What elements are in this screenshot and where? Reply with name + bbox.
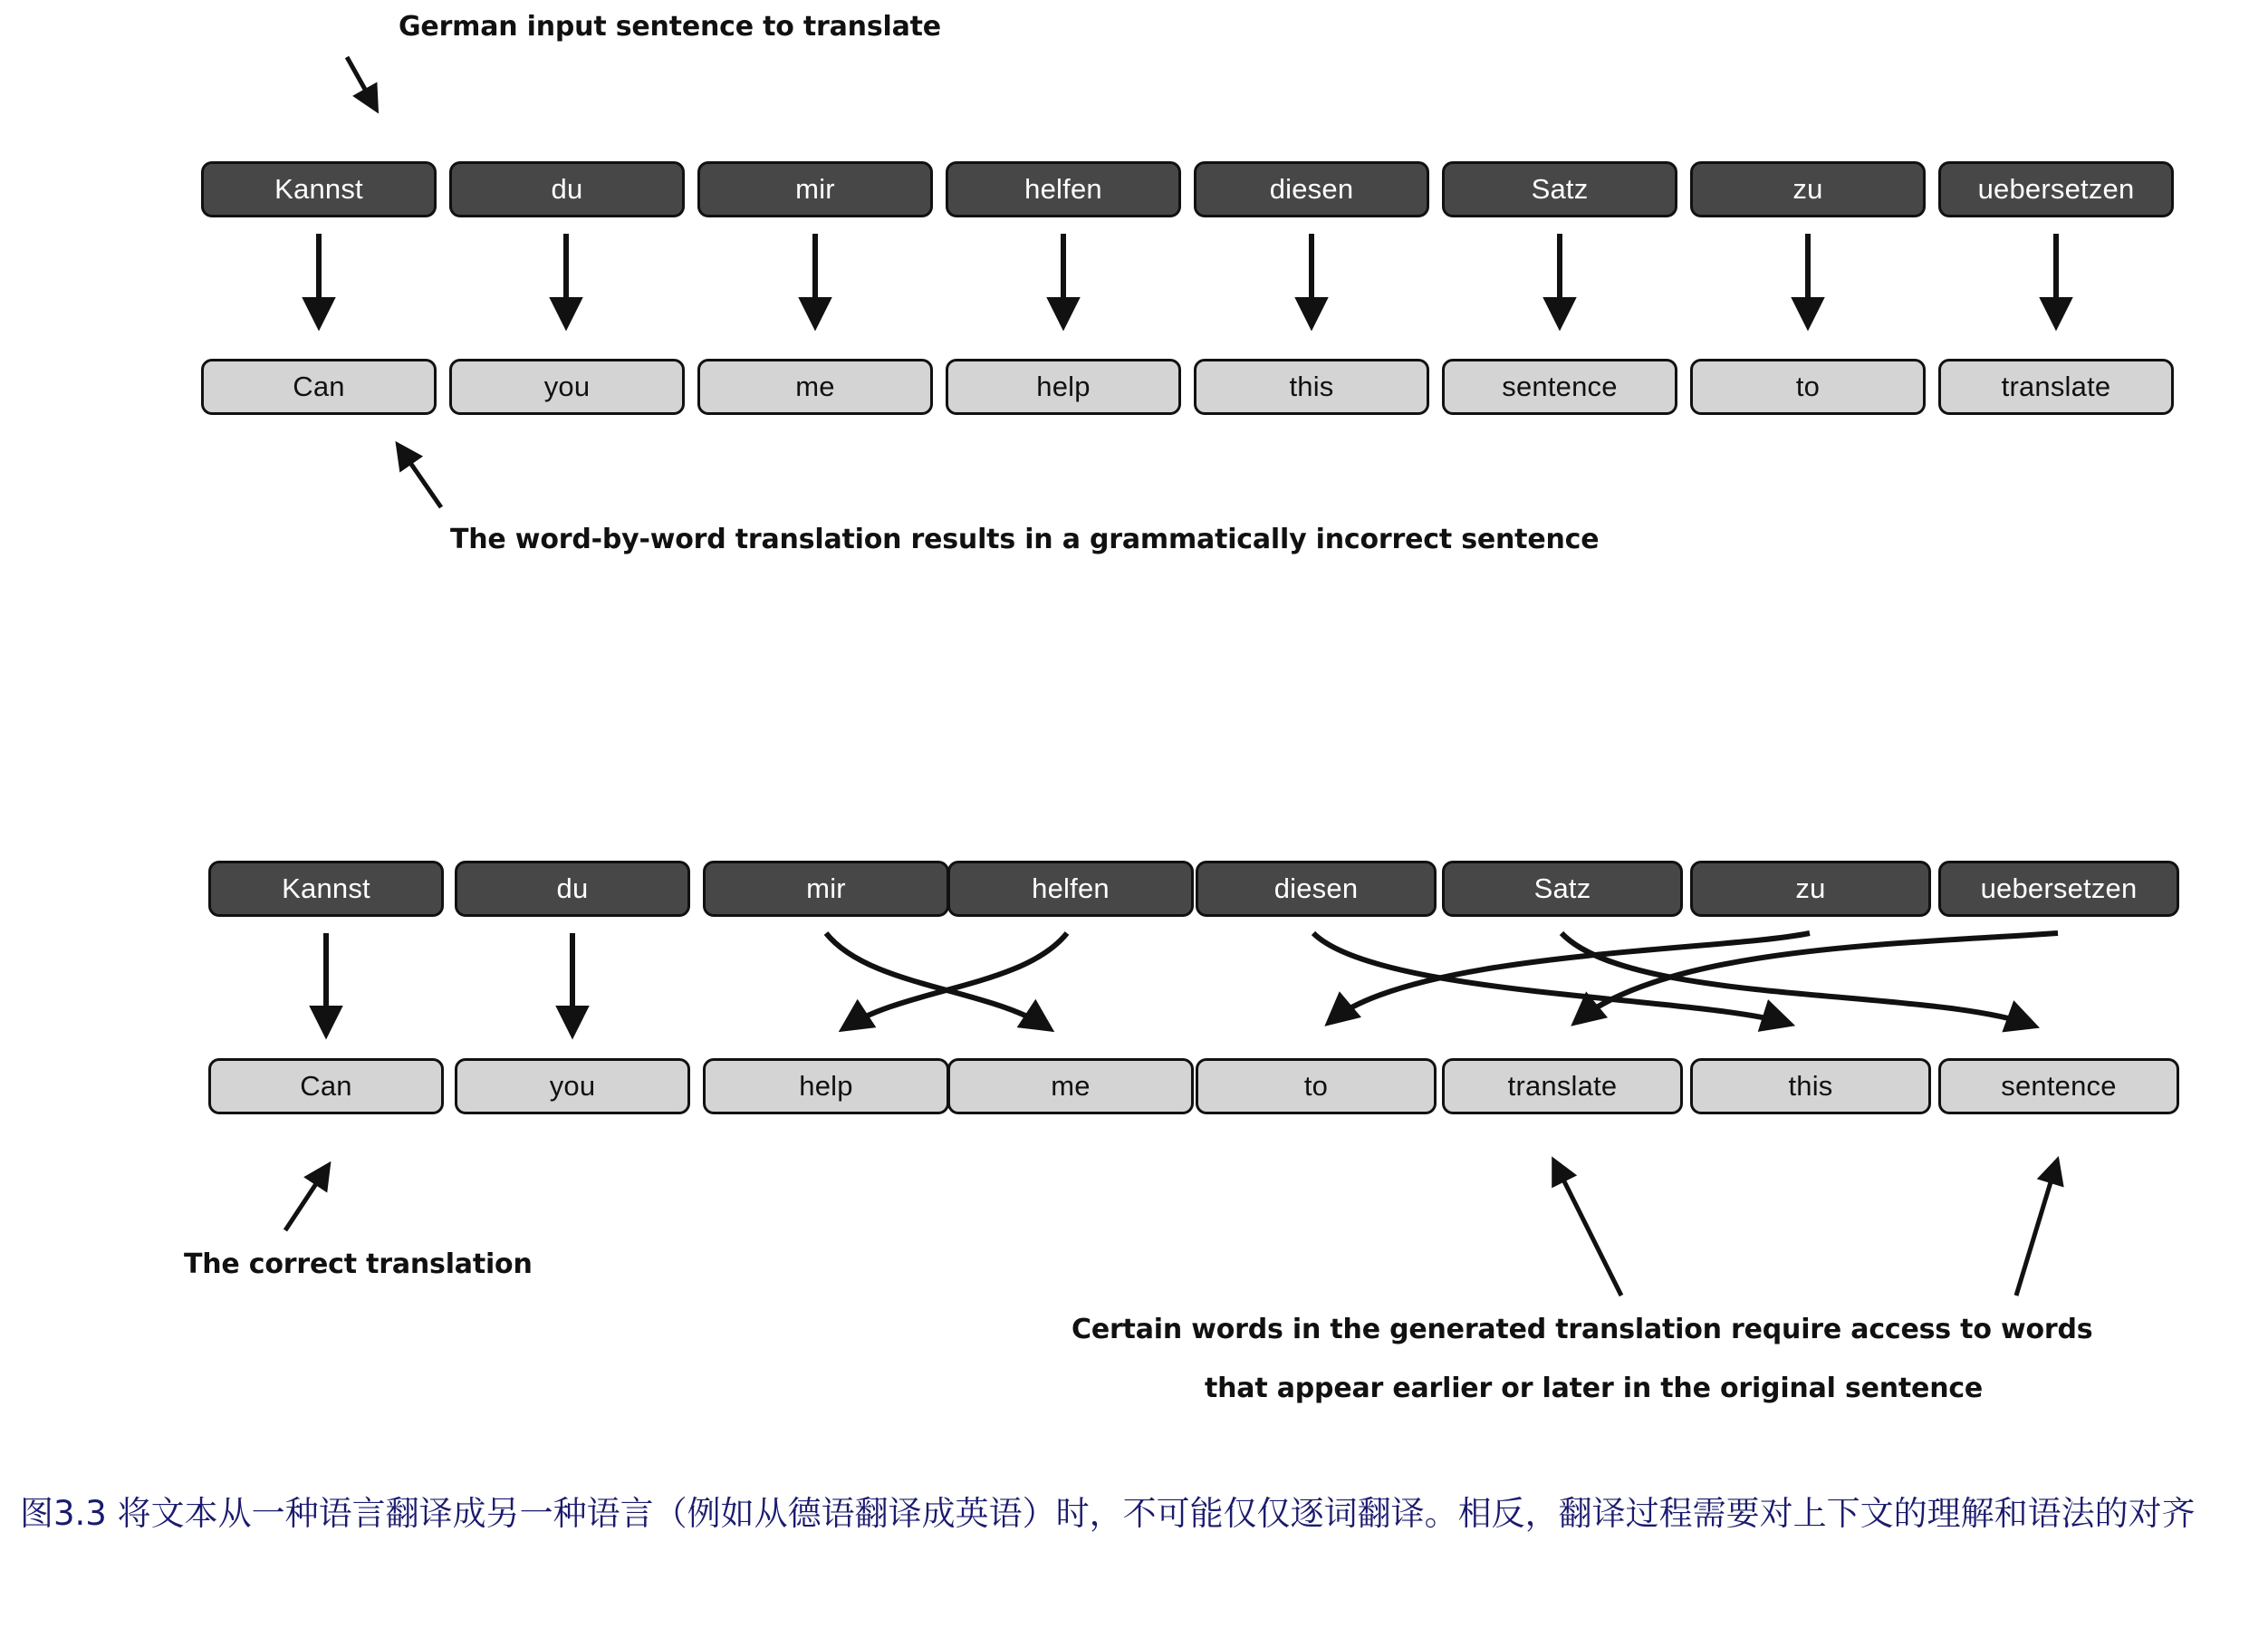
token-source-top-7[interactable]: uebersetzen bbox=[1938, 161, 2174, 217]
arrow-reorder-note-translate bbox=[1554, 1161, 1621, 1296]
token-target-bottom-3[interactable]: me bbox=[947, 1058, 1194, 1114]
annotation-reorder-line2: that appear earlier or later in the original sentence bbox=[1205, 1373, 1984, 1404]
token-source-top-1[interactable]: du bbox=[449, 161, 685, 217]
arrows-bottom-cross-long bbox=[1313, 933, 2058, 1026]
token-source-top-6[interactable]: zu bbox=[1690, 161, 1926, 217]
token-target-bottom-2[interactable]: help bbox=[703, 1058, 949, 1114]
token-target-bottom-4[interactable]: to bbox=[1196, 1058, 1437, 1114]
token-source-top-2[interactable]: mir bbox=[697, 161, 933, 217]
annotation-reorder-line1: Certain words in the generated translation require access to words bbox=[1072, 1314, 2093, 1345]
token-source-bottom-3[interactable]: helfen bbox=[947, 861, 1194, 917]
token-target-top-5[interactable]: sentence bbox=[1442, 359, 1677, 415]
token-source-bottom-6[interactable]: zu bbox=[1690, 861, 1931, 917]
token-source-top-3[interactable]: helfen bbox=[946, 161, 1181, 217]
figure-caption: 图3.3 将文本从一种语言翻译成另一种语言（例如从德语翻译成英语）时，不可能仅仅逐词翻译。相反，翻译过程需要对上下文的理解和语法的对齐 bbox=[20, 1494, 2196, 1533]
token-target-bottom-1[interactable]: you bbox=[455, 1058, 690, 1114]
token-source-bottom-5[interactable]: Satz bbox=[1442, 861, 1683, 917]
annotation-german-input: German input sentence to translate bbox=[399, 11, 941, 43]
token-target-top-4[interactable]: this bbox=[1194, 359, 1429, 415]
token-target-top-2[interactable]: me bbox=[697, 359, 933, 415]
arrow-correct-translation bbox=[285, 1166, 328, 1230]
token-target-top-3[interactable]: help bbox=[946, 359, 1181, 415]
token-source-bottom-1[interactable]: du bbox=[455, 861, 690, 917]
token-source-bottom-4[interactable]: diesen bbox=[1196, 861, 1437, 917]
arrows-bottom-straight bbox=[326, 933, 572, 1033]
arrow-reorder-note-sentence bbox=[2016, 1161, 2057, 1296]
token-target-bottom-7[interactable]: sentence bbox=[1938, 1058, 2179, 1114]
token-target-bottom-6[interactable]: this bbox=[1690, 1058, 1931, 1114]
arrows-bottom-cross-mir-helfen bbox=[826, 933, 1067, 1028]
token-target-bottom-5[interactable]: translate bbox=[1442, 1058, 1683, 1114]
token-target-top-7[interactable]: translate bbox=[1938, 359, 2174, 415]
token-source-bottom-2[interactable]: mir bbox=[703, 861, 949, 917]
arrows-top-panel bbox=[319, 234, 2056, 324]
arrow-word-by-word-note bbox=[399, 446, 441, 507]
arrow-german-input bbox=[347, 57, 376, 109]
token-source-top-5[interactable]: Satz bbox=[1442, 161, 1677, 217]
token-source-top-0[interactable]: Kannst bbox=[201, 161, 437, 217]
token-target-top-6[interactable]: to bbox=[1690, 359, 1926, 415]
token-source-top-4[interactable]: diesen bbox=[1194, 161, 1429, 217]
token-target-bottom-0[interactable]: Can bbox=[208, 1058, 444, 1114]
annotation-word-by-word: The word-by-word translation results in a grammatically incorrect sentence bbox=[450, 524, 1600, 555]
annotation-correct-translation: The correct translation bbox=[184, 1248, 533, 1280]
token-target-top-0[interactable]: Can bbox=[201, 359, 437, 415]
token-source-bottom-0[interactable]: Kannst bbox=[208, 861, 444, 917]
token-target-top-1[interactable]: you bbox=[449, 359, 685, 415]
token-source-bottom-7[interactable]: uebersetzen bbox=[1938, 861, 2179, 917]
